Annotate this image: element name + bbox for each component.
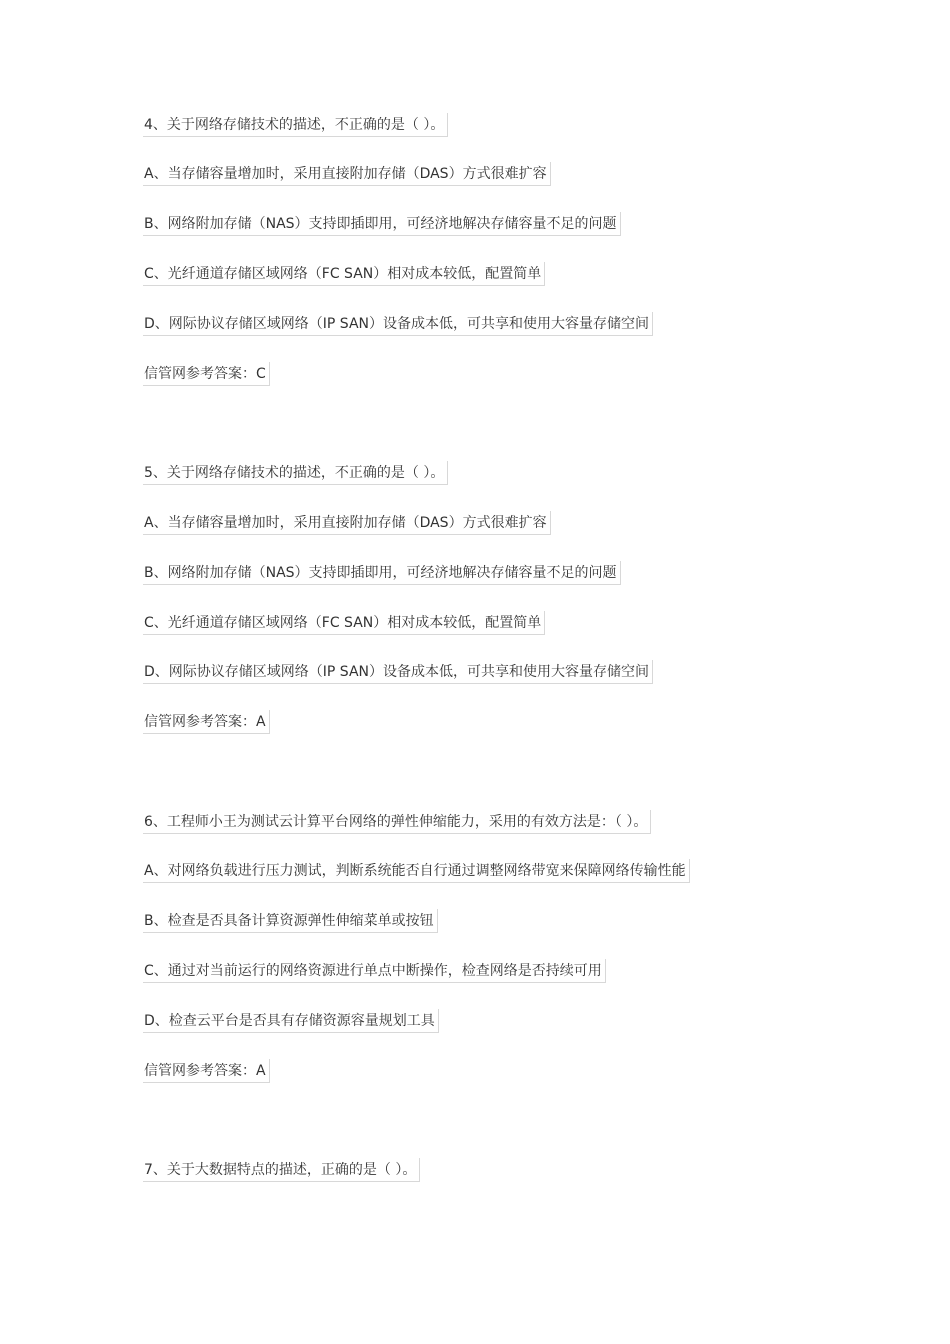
question-5-answer: 信管网参考答案：A	[143, 710, 270, 734]
question-4-option-a: A、当存储容量增加时，采用直接附加存储（DAS）方式很难扩容	[143, 162, 551, 186]
question-4-option-d: D、网际协议存储区域网络（IP SAN）设备成本低，可共享和使用大容量存储空间	[143, 312, 653, 336]
question-5-option-d: D、网际协议存储区域网络（IP SAN）设备成本低，可共享和使用大容量存储空间	[143, 660, 653, 684]
question-6-text: 6、工程师小王为测试云计算平台网络的弹性伸缩能力，采用的有效方法是：（ ）。	[143, 810, 651, 834]
question-6-answer: 信管网参考答案：A	[143, 1059, 270, 1083]
question-6-option-c: C、通过对当前运行的网络资源进行单点中断操作，检查网络是否持续可用	[143, 959, 606, 983]
question-5-option-c: C、光纤通道存储区域网络（FC SAN）相对成本较低，配置简单	[143, 611, 545, 635]
question-5-option-a: A、当存储容量增加时，采用直接附加存储（DAS）方式很难扩容	[143, 511, 551, 535]
question-5-option-b: B、网络附加存储（NAS）支持即插即用，可经济地解决存储容量不足的问题	[143, 561, 621, 585]
question-4-answer: 信管网参考答案：C	[143, 362, 270, 386]
question-4-option-b: B、网络附加存储（NAS）支持即插即用，可经济地解决存储容量不足的问题	[143, 212, 621, 236]
question-4-text: 4、关于网络存储技术的描述，不正确的是（ ）。	[143, 113, 448, 137]
question-6-option-a: A、对网络负载进行压力测试，判断系统能否自行通过调整网络带宽来保障网络传输性能	[143, 859, 690, 883]
question-4-option-c: C、光纤通道存储区域网络（FC SAN）相对成本较低，配置简单	[143, 262, 545, 286]
question-6-option-d: D、检查云平台是否具有存储资源容量规划工具	[143, 1009, 439, 1033]
question-7-text: 7、关于大数据特点的描述，正确的是（ ）。	[143, 1158, 420, 1182]
question-5-text: 5、关于网络存储技术的描述，不正确的是（ ）。	[143, 461, 448, 485]
question-6-option-b: B、检查是否具备计算资源弹性伸缩菜单或按钮	[143, 909, 438, 933]
